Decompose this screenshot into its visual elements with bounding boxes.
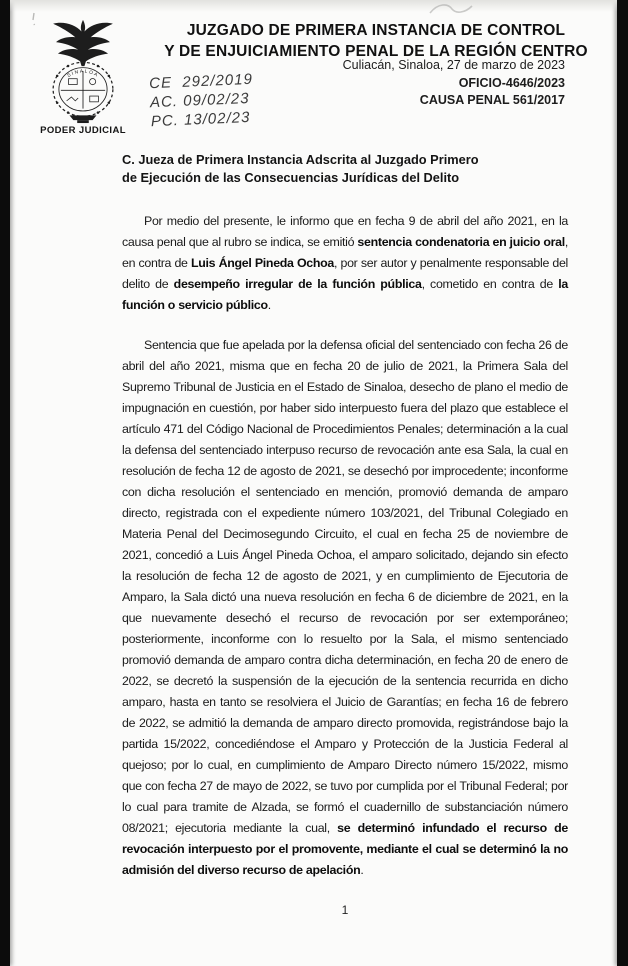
case-metadata bbox=[343, 57, 565, 110]
bold-text-run: se determinó infundado el recurso de revocación interpuesto por el promovente, mediante el cual se determinó la no admisión del diverso recurso de apelación bbox=[122, 821, 568, 877]
bold-text-run: la función o servicio público bbox=[122, 277, 568, 312]
oficio-number: OFICIO-4646/2023 bbox=[458, 75, 565, 90]
text-run: , cometido en contra de bbox=[421, 277, 559, 291]
document-body bbox=[122, 211, 568, 921]
eagle-icon bbox=[53, 20, 113, 66]
text-run: . bbox=[360, 863, 364, 877]
scan-top-shade bbox=[10, 0, 617, 12]
bold-text-run: sentencia condenatoria en juicio oral bbox=[357, 235, 565, 249]
handwritten-note: CE 292/2019 bbox=[148, 70, 254, 93]
addressee-line1: C. Jueza de Primera Instancia Adscrita al Juzgado Primero bbox=[122, 152, 479, 167]
poder-judicial-seal-icon bbox=[35, 18, 131, 124]
handwritten-note: PC. 13/02/23 bbox=[150, 108, 251, 131]
text-run: , en contra de bbox=[122, 235, 568, 270]
scan-edge-left bbox=[0, 0, 10, 966]
bold-text-run: desempeño irregular de la función pública bbox=[173, 277, 422, 291]
addressee-block bbox=[122, 151, 479, 186]
body-paragraph bbox=[122, 335, 568, 881]
handwritten-note: AC. 09/02/23 bbox=[149, 89, 250, 112]
court-letterhead bbox=[148, 20, 604, 62]
text-run: , por ser autor y penalmente responsable del delito de bbox=[122, 256, 568, 291]
place-date: Culiacán, Sinaloa, 27 de marzo de 2023 bbox=[342, 58, 565, 72]
causa-penal-number: CAUSA PENAL 561/2017 bbox=[419, 93, 565, 107]
handwritten-notes bbox=[149, 70, 255, 131]
text-run: Sentencia que fue apelada por la defensa oficial del sentenciado con fecha 26 de abril del año 2021, misma que en fecha 20 de julio de 2021, la Primera Sala del Supremo Tribunal de Justicia en el Estado de Sinaloa, desecho de plano el medio de impugnación en cuestión, por haber sido interpuesto fuera del plazo que establece el artículo 471 del Código Nacional de Procedimientos Penales; determinación a la cual la defensa del sentenciado interpuso recurso de revocación ante esa Sala, la cual en resolución de fecha 12 de agosto de 2021, se desechó por improcedente; inconforme con dicha resolución el sentenciado en mención, promovió demanda de amparo directo, registrada con el expediente número 103/2021, del Tribunal Colegiado en Materia Penal del Decimosegundo Circuito, el cual en fecha 25 de noviembre de 2021, concedió a Luis Ángel Pineda Ochoa, el amparo solicitado, dejando sin efecto la resolución de fecha 12 de agosto de 2021, y en cumplimiento de Ejecutoria de Amparo, la Sala dictó una nueva resolución en fecha 6 de diciembre de 2021, en la que nuevamente desechó el recurso de revocación por ser extemporáneo; posteriormente, inconforme con lo resuelto por la Sala, el mismo sentenciado promovió demanda de amparo contra dicha determinación, en fecha 20 de enero de 2022, se decretó la suspensión de la ejecución de la sentencia recurrida en dicho amparo, hasta en tanto se resolviera el Juicio de Garantías; en fecha 16 de febrero de 2022, se admitió la demanda de amparo directo promovida, registrándose bajo la partida 15/2022, concediéndose el Amparo y Protección de la Justicia Federal al quejoso; por lo cual, en cumplimiento de Amparo Directo número 15/2022, mismo que con fecha 27 de mayo de 2022, se tuvo por cumplida por el Tribunal Federal; por lo cual para tramite de Alzada, se formó el cuadernillo de substanciación número 08/2021; ejecutoria mediante la cual, bbox=[122, 338, 568, 835]
bold-text-run: Luis Ángel Pineda Ochoa bbox=[190, 256, 335, 270]
court-title-line2: Y DE ENJUICIAMIENTO PENAL DE LA REGIÓN CENTRO bbox=[164, 43, 588, 60]
court-title-line1: JUZGADO DE PRIMERA INSTANCIA DE CONTROL bbox=[186, 22, 566, 39]
poder-judicial-seal bbox=[30, 18, 136, 136]
text-run: Por medio del presente, le informo que en fecha 9 de abril del año 2021, en la causa penal que al rubro se indica, se emitió bbox=[122, 214, 568, 249]
text-run: . bbox=[267, 298, 271, 312]
scan-smudge-icon bbox=[428, 1, 474, 17]
seal-arc-text: SINALOA bbox=[66, 69, 100, 79]
scan-edge-right bbox=[617, 0, 628, 966]
body-paragraph bbox=[122, 211, 568, 316]
page-number: 1 bbox=[341, 903, 349, 917]
seal-caption: PODER JUDICIAL bbox=[40, 125, 126, 136]
scan-speck-icon bbox=[30, 12, 38, 26]
addressee-line2: de Ejecución de las Consecuencias Jurídicas del Delito bbox=[122, 169, 460, 185]
